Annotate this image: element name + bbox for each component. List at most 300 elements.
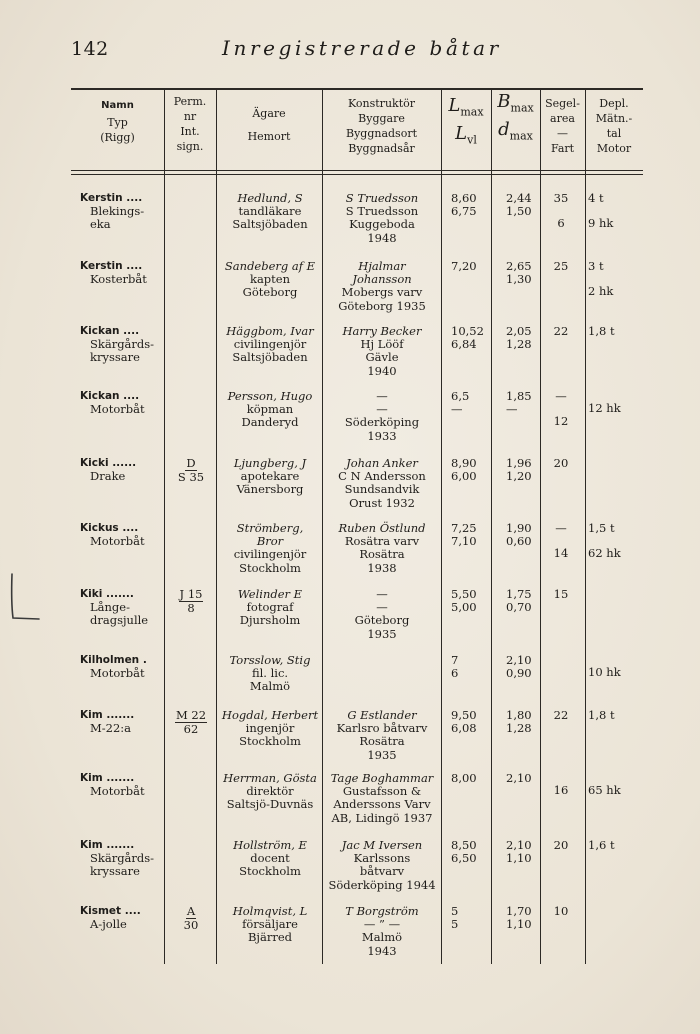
- header-text: Motor: [596, 142, 632, 155]
- length-cell: [451, 457, 489, 483]
- construction-detail: Söderköping 1944: [328, 877, 436, 892]
- beam-cell: [506, 260, 544, 286]
- construction-detail: Rosätra: [359, 734, 405, 749]
- boat-name: Kim .......: [80, 772, 135, 784]
- name-cell: [80, 390, 164, 416]
- perm-cell: [166, 588, 216, 615]
- boat-name: Kicki ......: [80, 457, 137, 469]
- owner-cell: [218, 588, 322, 628]
- length-waterline: 6: [451, 666, 459, 681]
- header-beam: [491, 91, 540, 143]
- boat-type: A-jolle: [90, 917, 127, 932]
- motor-cell: [588, 260, 638, 298]
- beam-max: 1,80: [506, 708, 532, 722]
- draft-max: 1,30: [506, 272, 532, 287]
- length-max: 5,50: [451, 587, 477, 601]
- beam-cell: [506, 772, 544, 785]
- length-max: 5: [451, 904, 459, 918]
- owner-name: Hollström, E: [233, 838, 307, 852]
- owner-detail: Malmö: [249, 679, 291, 694]
- header-bottom-rule-double: [71, 174, 643, 175]
- displacement: 1,8 t: [588, 324, 615, 338]
- owner-detail: Saltsjöbaden: [232, 217, 308, 232]
- header-construction: [322, 96, 441, 156]
- owner-name: Holmqvist, L: [232, 904, 308, 918]
- name-cell: [80, 905, 164, 931]
- margin-pencil-mark: [6, 572, 40, 622]
- speed: 16: [553, 783, 569, 797]
- owner-name: Hogdal, Herbert: [221, 708, 319, 722]
- length-cell: [451, 588, 489, 614]
- boat-type: kryssare: [90, 864, 140, 879]
- perm-number: A: [186, 904, 196, 918]
- beam-max: 2,10: [506, 771, 532, 785]
- length-max: 8,00: [451, 771, 477, 785]
- length-vl-sub: vl: [467, 133, 477, 147]
- column-divider: [491, 88, 492, 964]
- construction-cell: [324, 260, 440, 313]
- owner-detail: civilingenjör: [233, 547, 307, 562]
- perm-number: D: [186, 456, 196, 470]
- owner-detail: Vänersborg: [236, 482, 304, 497]
- length-cell: [451, 772, 489, 785]
- header-owner: [216, 106, 322, 144]
- motor-power: 12 hk: [588, 401, 621, 415]
- header-text: Namn: [101, 100, 134, 111]
- construction-detail: Gustafsson &: [342, 784, 422, 799]
- sail-cell: [541, 839, 581, 864]
- construction-detail: Karlsro båtvarv: [336, 721, 428, 736]
- designer-name: —: [376, 587, 388, 601]
- motor-cell: [588, 522, 638, 560]
- header-text: Konstruktör: [347, 97, 415, 110]
- motor-power: 2 hk: [588, 284, 614, 299]
- designer-name: Harry Becker: [342, 324, 422, 338]
- beam-cell: [506, 192, 544, 218]
- beam-max: 1,75: [506, 587, 532, 601]
- owner-cell: [218, 905, 322, 945]
- header-sail: [540, 96, 585, 156]
- displacement: 1,5 t: [588, 521, 615, 535]
- boat-type: Motorbåt: [90, 402, 145, 417]
- owner-cell: [218, 709, 322, 749]
- construction-detail: 1938: [367, 560, 397, 575]
- length-waterline: 7,10: [451, 534, 477, 549]
- header-text: tal: [606, 127, 622, 140]
- header-text: Fart: [550, 142, 575, 155]
- boat-type: Skärgårds-: [90, 337, 155, 352]
- beam-max: 2,44: [506, 191, 532, 205]
- designer-name: Jac M Iversen: [341, 838, 423, 852]
- owner-name: Ljungberg, J: [233, 456, 307, 470]
- beam-max: 1,85: [506, 389, 532, 403]
- designer-name: G Estlander: [347, 708, 417, 722]
- construction-detail: Karlssons: [353, 851, 411, 866]
- motor-cell: [588, 588, 638, 600]
- sail-cell: [541, 522, 581, 560]
- length-max: 10,52: [451, 324, 484, 338]
- owner-detail: fotograf: [246, 600, 294, 615]
- construction-detail: AB, Lidingö 1937: [331, 810, 433, 825]
- column-divider: [216, 88, 217, 964]
- construction-detail: Kuggeboda: [349, 217, 415, 232]
- header-displacement: [585, 96, 643, 156]
- length-max: 8,60: [451, 191, 477, 205]
- beam-cell: [506, 654, 544, 680]
- sail-area: 25: [553, 259, 569, 273]
- length-max-sub: max: [460, 105, 484, 119]
- speed: 6: [557, 216, 565, 231]
- header-text: sign.: [176, 140, 204, 153]
- owner-name: Hedlund, S: [237, 191, 303, 205]
- sail-cell: [541, 260, 581, 285]
- construction-detail: — ” —: [363, 917, 401, 932]
- owner-cell: [218, 260, 322, 300]
- boat-name: Kerstin ....: [80, 192, 143, 204]
- name-cell: [80, 192, 164, 232]
- header-name: [71, 98, 164, 145]
- sail-cell: [541, 325, 581, 350]
- draft-max: 1,20: [506, 469, 532, 484]
- construction-cell: [324, 588, 440, 641]
- length-max: 7,20: [451, 259, 477, 273]
- length-max-symbol: L: [448, 95, 461, 116]
- construction-detail: —: [376, 402, 388, 417]
- draft-max: 1,10: [506, 851, 532, 866]
- header-text: Ägare: [252, 107, 286, 120]
- owner-detail: fil. lic.: [251, 666, 289, 681]
- construction-detail: båtvarv: [359, 864, 405, 879]
- length-cell: [451, 905, 489, 931]
- construction-detail: 1935: [367, 626, 397, 641]
- running-title: Inregistrerade båtar: [222, 36, 502, 60]
- designer-name: Johansson: [352, 272, 412, 287]
- owner-cell: [218, 192, 322, 232]
- construction-detail: Sundsandvik: [344, 482, 420, 497]
- name-cell: [80, 588, 164, 628]
- construction-cell: [324, 839, 440, 892]
- column-divider: [585, 88, 586, 964]
- boat-name: Kerstin ....: [80, 260, 143, 272]
- owner-detail: Stockholm: [239, 864, 301, 879]
- header-bottom-rule: [71, 170, 643, 171]
- boat-type: M-22:a: [90, 721, 132, 736]
- motor-cell: [588, 709, 638, 734]
- owner-detail: civilingenjör: [233, 337, 307, 352]
- length-max: 8,90: [451, 456, 477, 470]
- boat-name: Kickus ....: [80, 522, 139, 534]
- perm-cell: [166, 709, 216, 736]
- boat-type: Blekings-: [90, 204, 145, 219]
- speed: 14: [553, 546, 569, 561]
- length-cell: [451, 260, 489, 273]
- owner-cell: [218, 839, 322, 879]
- construction-detail: Malmö: [361, 930, 403, 945]
- column-divider: [441, 88, 442, 964]
- sail-cell: [541, 192, 581, 230]
- length-vl-symbol: L: [455, 122, 468, 144]
- draft-max: 0,70: [506, 600, 532, 615]
- header-text: Typ: [107, 116, 128, 129]
- perm-cell: [166, 457, 216, 484]
- boat-type: Motorbåt: [90, 534, 145, 549]
- sail-area: 20: [553, 456, 569, 470]
- perm-number: M 22: [175, 708, 207, 722]
- header-perm: [164, 94, 216, 154]
- beam-cell: [506, 905, 544, 931]
- owner-detail: Stockholm: [239, 734, 301, 749]
- draft-max-sub: max: [509, 129, 533, 143]
- owner-detail: kapten: [249, 272, 291, 287]
- owner-detail: ingenjör: [245, 721, 295, 736]
- draft-max: 1,50: [506, 204, 532, 219]
- name-cell: [80, 772, 164, 798]
- header-text: —: [557, 127, 568, 140]
- designer-name: Tage Boghammar: [330, 771, 434, 785]
- header-text: Perm.: [173, 95, 207, 108]
- length-waterline: 5,00: [451, 600, 477, 615]
- construction-detail: 1933: [367, 428, 397, 443]
- owner-detail: Stockholm: [239, 560, 301, 575]
- boat-name: Kismet ....: [80, 905, 141, 917]
- construction-detail: Rosätra varv: [344, 534, 420, 549]
- length-waterline: 6,50: [451, 851, 477, 866]
- construction-detail: 1940: [367, 363, 397, 378]
- beam-max: 1,96: [506, 456, 532, 470]
- motor-cell: [588, 390, 638, 415]
- construction-cell: [324, 192, 440, 245]
- header-text: Byggnadsår: [348, 142, 415, 155]
- draft-max: 1,28: [506, 337, 532, 352]
- construction-detail: Hj Lööf: [360, 337, 404, 352]
- construction-detail: Mobergs varv: [341, 285, 423, 300]
- beam-cell: [506, 522, 544, 548]
- boat-name: Kickan ....: [80, 390, 140, 402]
- column-divider: [164, 88, 165, 964]
- table-top-rule: [71, 88, 643, 90]
- sail-area: —: [555, 389, 567, 403]
- motor-cell: [588, 772, 638, 797]
- construction-detail: 1935: [367, 747, 397, 762]
- header-text: Hemort: [247, 130, 291, 143]
- header-text: Mätn.-: [595, 112, 633, 125]
- construction-detail: Rosätra: [359, 547, 405, 562]
- boat-type: Kosterbåt: [90, 272, 147, 287]
- boat-name: Kim .......: [80, 839, 135, 851]
- length-max: 7: [451, 653, 459, 667]
- boat-name: Kickan ....: [80, 325, 140, 337]
- boat-type: kryssare: [90, 350, 140, 365]
- motor-cell: [588, 325, 638, 350]
- boat-type: Motorbåt: [90, 784, 145, 799]
- beam-cell: [506, 390, 544, 416]
- column-divider: [322, 88, 323, 964]
- designer-name: Hjalmar: [358, 259, 406, 273]
- construction-detail: C N Andersson: [338, 469, 426, 484]
- boat-type: Drake: [90, 469, 126, 484]
- length-waterline: 6,08: [451, 721, 477, 736]
- length-max: 6,5: [451, 389, 470, 403]
- length-waterline: 6,84: [451, 337, 477, 352]
- owner-detail: Danderyd: [241, 415, 299, 430]
- boat-name: Kilholmen .: [80, 654, 147, 666]
- name-cell: [80, 457, 164, 483]
- construction-detail: Anderssons Varv: [333, 797, 431, 812]
- sail-cell: [541, 772, 581, 797]
- beam-max-sub: max: [510, 101, 534, 115]
- header-text: nr: [183, 110, 197, 123]
- owner-name: Welinder E: [237, 587, 303, 601]
- draft-max: 0,60: [506, 534, 532, 549]
- beam-cell: [506, 457, 544, 483]
- construction-cell: [324, 709, 440, 762]
- length-cell: [451, 654, 489, 680]
- boat-type: Långe-: [90, 600, 130, 615]
- motor-cell: [588, 905, 638, 917]
- owner-detail: försäljare: [242, 917, 298, 932]
- construction-detail: Söderköping: [344, 415, 420, 430]
- displacement: 1,8 t: [588, 708, 615, 722]
- sail-area: 22: [553, 324, 569, 338]
- length-cell: [451, 192, 489, 218]
- sail-sign: 62: [183, 722, 199, 737]
- length-cell: [451, 839, 489, 865]
- sail-sign: 8: [187, 601, 195, 616]
- boat-type: Motorbåt: [90, 666, 145, 681]
- owner-detail: tandläkare: [238, 204, 302, 219]
- designer-name: S Truedsson: [345, 191, 419, 205]
- owner-name: Persson, Hugo: [227, 389, 313, 403]
- length-cell: [451, 390, 489, 416]
- construction-detail: Göteborg 1935: [338, 298, 426, 313]
- motor-cell: [588, 839, 638, 864]
- owner-detail: apotekare: [240, 469, 300, 484]
- draft-max-symbol: d: [498, 118, 510, 140]
- construction-detail: 1943: [367, 943, 397, 958]
- sail-area: 35: [553, 191, 569, 205]
- owner-detail: Saltsjö-Duvnäs: [226, 797, 314, 812]
- boat-type: Skärgårds-: [90, 851, 155, 866]
- boat-name: Kim .......: [80, 709, 135, 721]
- designer-name: —: [376, 389, 388, 403]
- construction-detail: 1948: [367, 230, 397, 245]
- sail-sign: 30: [183, 918, 199, 933]
- draft-max: 0,90: [506, 666, 532, 681]
- boat-type: dragsjulle: [90, 613, 149, 628]
- construction-cell: [324, 522, 440, 575]
- header-text: area: [550, 112, 575, 125]
- draft-max: —: [506, 402, 518, 417]
- beam-cell: [506, 325, 544, 351]
- name-cell: [80, 709, 164, 735]
- length-cell: [451, 522, 489, 548]
- boat-register-table: [71, 88, 643, 964]
- owner-detail: köpman: [246, 402, 294, 417]
- beam-cell: [506, 588, 544, 614]
- page-number: 142: [71, 38, 109, 60]
- draft-max: 1,10: [506, 917, 532, 932]
- owner-cell: [218, 654, 322, 694]
- length-cell: [451, 709, 489, 735]
- motor-cell: [588, 192, 638, 230]
- length-max: 9,50: [451, 708, 477, 722]
- name-cell: [80, 522, 164, 548]
- length-waterline: 6,00: [451, 469, 477, 484]
- perm-number: J 15: [179, 587, 203, 601]
- owner-detail: direktör: [246, 784, 294, 799]
- header-text: Depl.: [599, 97, 629, 110]
- displacement: 3 t: [588, 259, 604, 273]
- owner-detail: docent: [250, 851, 290, 866]
- beam-cell: [506, 709, 544, 735]
- sail-cell: [541, 709, 581, 734]
- length-max: 8,50: [451, 838, 477, 852]
- owner-cell: [218, 522, 322, 575]
- construction-cell: [324, 772, 440, 825]
- length-max: 7,25: [451, 521, 477, 535]
- owner-detail: Bjärred: [247, 930, 293, 945]
- construction-detail: Göteborg: [354, 613, 410, 628]
- sail-area: 20: [553, 838, 569, 852]
- sail-cell: [541, 588, 581, 613]
- owner-name: Torsslow, Stig: [229, 653, 311, 667]
- designer-name: Johan Anker: [346, 456, 418, 470]
- length-waterline: 6,75: [451, 204, 477, 219]
- length-waterline: 5: [451, 917, 459, 932]
- header-text: Int.: [180, 125, 200, 138]
- perm-cell: [166, 905, 216, 932]
- sail-cell: [541, 905, 581, 930]
- length-cell: [451, 325, 489, 351]
- beam-max: 2,05: [506, 324, 532, 338]
- owner-cell: [218, 457, 322, 497]
- header-text: Byggnadsort: [345, 127, 417, 140]
- sail-sign: S 35: [177, 470, 205, 485]
- beam-max: 1,70: [506, 904, 532, 918]
- name-cell: [80, 839, 164, 879]
- displacement: 4 t: [588, 191, 604, 205]
- designer-name: T Borgström: [345, 904, 419, 918]
- designer-name: Ruben Östlund: [338, 521, 426, 535]
- owner-detail: Saltsjöbaden: [232, 350, 308, 365]
- motor-power: 65 hk: [588, 783, 621, 797]
- motor-cell: [588, 457, 638, 469]
- beam-max: 2,10: [506, 653, 532, 667]
- owner-cell: [218, 390, 322, 430]
- boat-name: Kiki .......: [80, 588, 134, 600]
- beam-max: 2,65: [506, 259, 532, 273]
- boat-type: eka: [90, 217, 111, 232]
- construction-cell: [324, 457, 440, 510]
- draft-max: 1,28: [506, 721, 532, 736]
- sail-cell: [541, 654, 581, 666]
- sail-area: 22: [553, 708, 569, 722]
- construction-detail: —: [376, 600, 388, 615]
- construction-detail: Gävle: [365, 350, 399, 365]
- name-cell: [80, 325, 164, 365]
- header-text: (Rigg): [100, 131, 135, 144]
- beam-cell: [506, 839, 544, 865]
- construction-detail: S Truedsson: [345, 204, 419, 219]
- owner-name: Strömberg,: [236, 521, 304, 535]
- header-text: Byggare: [358, 112, 405, 125]
- motor-cell: [588, 654, 638, 679]
- owner-cell: [218, 772, 322, 812]
- owner-name: Häggbom, Ivar: [226, 324, 314, 338]
- displacement: 1,6 t: [588, 838, 615, 852]
- construction-cell: [324, 325, 440, 378]
- owner-detail: Djursholm: [239, 613, 301, 628]
